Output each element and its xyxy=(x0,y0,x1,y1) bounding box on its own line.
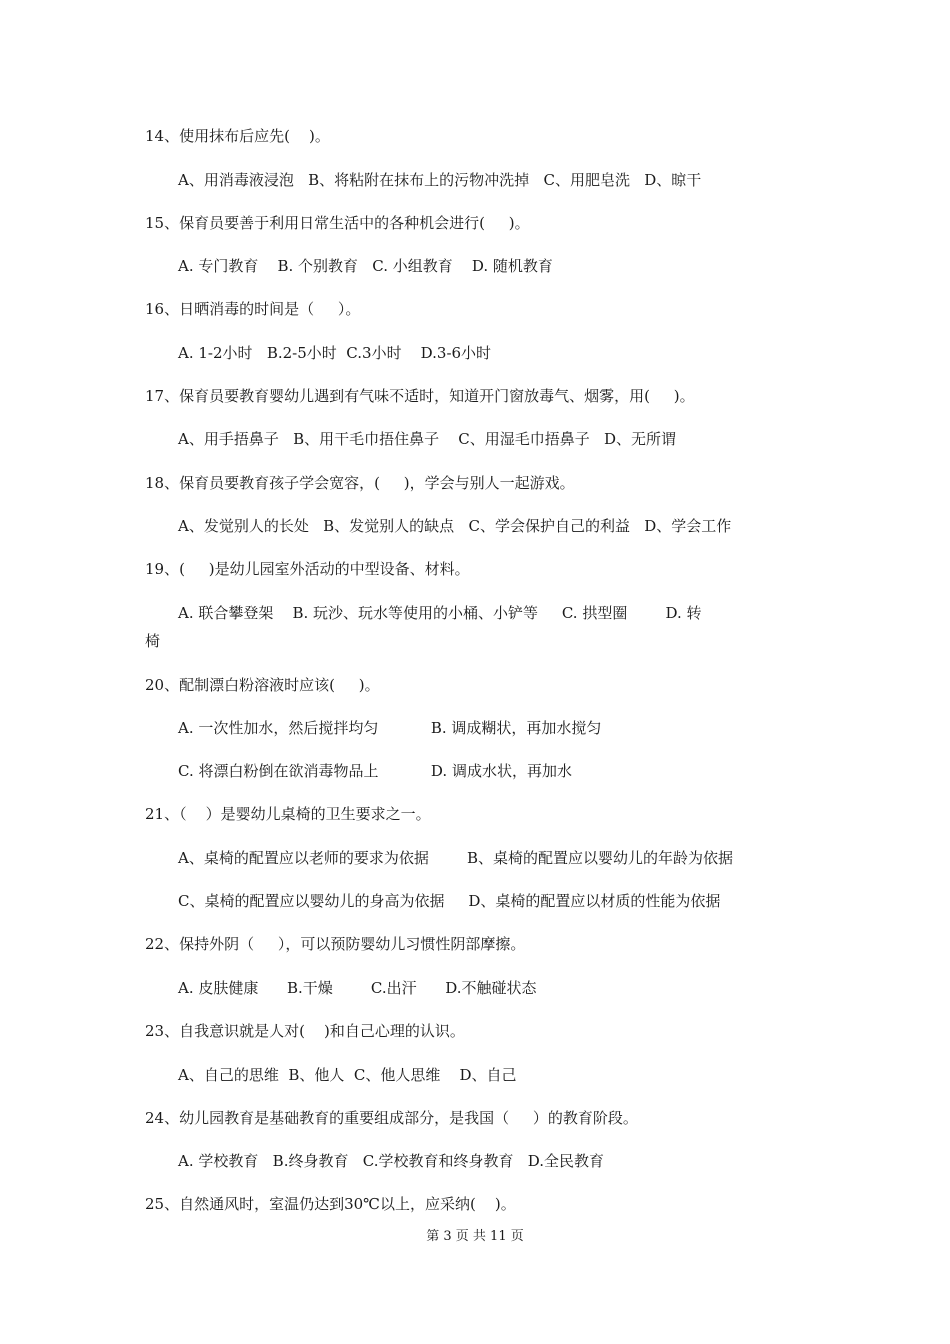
question-16-stem: 16、日晒消毒的时间是（ ）。 xyxy=(145,300,361,318)
question-15-options: A. 专门教育 B. 个别教育 C. 小组教育 D. 随机教育 xyxy=(178,257,553,275)
question-18-options: A、发觉别人的长处 B、发觉别人的缺点 C、学会保护自己的利益 D、学会工作 xyxy=(178,517,732,535)
question-14-options: A、用消毒液浸泡 B、将粘附在抹布上的污物冲洗掉 C、用肥皂洗 D、晾干 xyxy=(178,171,702,189)
question-19-options-wrap: 椅 xyxy=(145,632,161,650)
question-22-options: A. 皮肤健康 B.干燥 C.出汗 D.不触碰状态 xyxy=(178,979,537,997)
question-16-options: A. 1-2小时 B.2-5小时 C.3小时 D.3-6小时 xyxy=(178,344,492,362)
question-21-options-cd: C、桌椅的配置应以婴幼儿的身高为依据 D、桌椅的配置应以材质的性能为依据 xyxy=(178,892,721,910)
question-22-stem: 22、保持外阴（ ），可以预防婴幼儿习惯性阴部摩擦。 xyxy=(145,935,526,953)
question-19-options: A. 联合攀登架 B. 玩沙、玩水等使用的小桶、小铲等 C. 拱型圈 D. 转 xyxy=(178,604,702,622)
question-20-stem: 20、配制漂白粉溶液时应该( )。 xyxy=(145,676,380,694)
question-24-stem: 24、幼儿园教育是基础教育的重要组成部分，是我国（ ）的教育阶段。 xyxy=(145,1109,638,1127)
question-20-options-cd: C. 将漂白粉倒在欲消毒物品上 D. 调成水状，再加水 xyxy=(178,762,572,780)
question-23-stem: 23、自我意识就是人对( )和自己心理的认识。 xyxy=(145,1022,465,1040)
question-17-options: A、用手捂鼻子 B、用干毛巾捂住鼻子 C、用湿毛巾捂鼻子 D、无所谓 xyxy=(178,430,677,448)
question-19-stem: 19、( )是幼儿园室外活动的中型设备、材料。 xyxy=(145,560,470,578)
question-21-options-ab: A、桌椅的配置应以老师的要求为依据 B、桌椅的配置应以婴幼儿的年龄为依据 xyxy=(178,849,734,867)
question-24-options: A. 学校教育 B.终身教育 C.学校教育和终身教育 D.全民教育 xyxy=(178,1152,605,1170)
question-14-stem: 14、使用抹布后应先( )。 xyxy=(145,127,330,145)
page-footer: 第 3 页 共 11 页 xyxy=(426,1229,524,1244)
question-20-options-ab: A. 一次性加水，然后搅拌均匀 B. 调成糊状，再加水搅匀 xyxy=(178,719,602,737)
question-15-stem: 15、保育员要善于利用日常生活中的各种机会进行( )。 xyxy=(145,214,530,232)
question-25-stem: 25、自然通风时，室温仍达到30℃以上，应采纳( )。 xyxy=(145,1195,516,1213)
question-17-stem: 17、保育员要教育婴幼儿遇到有气味不适时，知道开门窗放毒气、烟雾，用( )。 xyxy=(145,387,695,405)
question-23-options: A、自己的思维 B、他人 C、他人思维 D、自己 xyxy=(178,1066,517,1084)
question-21-stem: 21、（ ）是婴幼儿桌椅的卫生要求之一。 xyxy=(145,805,431,823)
question-18-stem: 18、保育员要教育孩子学会宽容，( )，学会与别人一起游戏。 xyxy=(145,474,575,492)
